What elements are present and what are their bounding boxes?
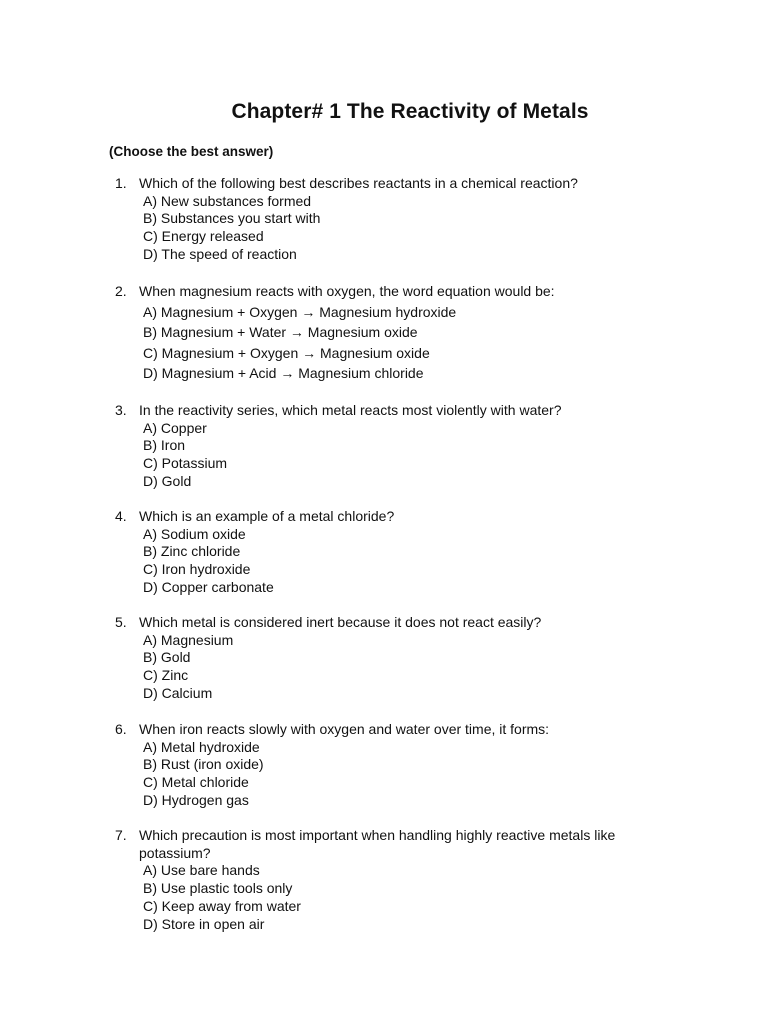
question-number: 3. bbox=[115, 402, 127, 418]
options-list bbox=[143, 302, 675, 384]
option-a: A) Sodium oxide bbox=[143, 525, 246, 542]
option-c: C) Energy released bbox=[143, 228, 264, 245]
option-a: A) Magnesium + Oxygen → Magnesium hydroxide bbox=[143, 303, 457, 320]
option-d: D) The speed of reaction bbox=[143, 245, 297, 262]
question-number: 7. bbox=[115, 827, 127, 843]
option-a: A) Magnesium bbox=[143, 631, 234, 648]
option-d: D) Hydrogen gas bbox=[143, 791, 249, 808]
option-d: D) Magnesium + Acid → Magnesium chloride bbox=[143, 365, 424, 382]
question-text: Which is an example of a metal chloride? bbox=[139, 508, 395, 524]
option-a: A) Metal hydroxide bbox=[143, 738, 260, 755]
question-text: Which of the following best describes reactants in a chemical reaction? bbox=[139, 175, 578, 191]
question-7 bbox=[115, 827, 675, 933]
options-list bbox=[143, 862, 675, 933]
question-number: 6. bbox=[115, 721, 127, 737]
question-6 bbox=[115, 721, 675, 810]
option-b: B) Substances you start with bbox=[143, 210, 321, 227]
option-b: B) Rust (iron oxide) bbox=[143, 756, 264, 773]
option-d: D) Gold bbox=[143, 472, 192, 489]
option-a: A) Use bare hands bbox=[143, 862, 260, 879]
option-d: D) Calcium bbox=[143, 684, 213, 701]
option-b: B) Use plastic tools only bbox=[143, 880, 293, 897]
question-number: 4. bbox=[115, 508, 127, 524]
question-5 bbox=[115, 614, 675, 703]
options-list bbox=[143, 739, 675, 810]
question-text: When magnesium reacts with oxygen, the word equation would be: bbox=[139, 283, 555, 299]
question-text: Which precaution is most important when handling highly reactive metals like potassium? bbox=[139, 827, 616, 861]
options-list bbox=[143, 193, 675, 264]
option-b: B) Iron bbox=[143, 437, 186, 454]
option-b: B) Magnesium + Water → Magnesium oxide bbox=[143, 324, 418, 341]
question-3 bbox=[115, 402, 675, 491]
option-c: C) Metal chloride bbox=[143, 774, 249, 791]
question-number: 2. bbox=[115, 283, 127, 299]
option-b: B) Gold bbox=[143, 649, 191, 666]
option-a: A) Copper bbox=[143, 419, 207, 436]
options-list bbox=[143, 632, 675, 703]
option-a: A) New substances formed bbox=[143, 192, 312, 209]
question-text: In the reactivity series, which metal reacts most violently with water? bbox=[139, 402, 562, 418]
option-d: D) Copper carbonate bbox=[143, 578, 274, 595]
option-c: C) Potassium bbox=[143, 455, 228, 472]
instructions-text: (Choose the best answer) bbox=[109, 144, 274, 159]
options-list bbox=[143, 420, 675, 491]
question-1 bbox=[115, 175, 675, 264]
question-4 bbox=[115, 508, 675, 597]
option-c: C) Iron hydroxide bbox=[143, 561, 251, 578]
option-d: D) Store in open air bbox=[143, 915, 265, 932]
question-number: 5. bbox=[115, 614, 127, 630]
question-text: Which metal is considered inert because it does not react easily? bbox=[139, 614, 542, 630]
page-title: Chapter# 1 The Reactivity of Metals bbox=[231, 100, 589, 123]
options-list bbox=[143, 526, 675, 597]
option-c: C) Keep away from water bbox=[143, 897, 301, 914]
question-text: When iron reacts slowly with oxygen and water over time, it forms: bbox=[139, 721, 550, 737]
question-number: 1. bbox=[115, 175, 127, 191]
option-b: B) Zinc chloride bbox=[143, 543, 241, 560]
option-c: C) Zinc bbox=[143, 667, 189, 684]
question-2 bbox=[115, 283, 675, 384]
option-c: C) Magnesium + Oxygen → Magnesium oxide bbox=[143, 344, 430, 361]
